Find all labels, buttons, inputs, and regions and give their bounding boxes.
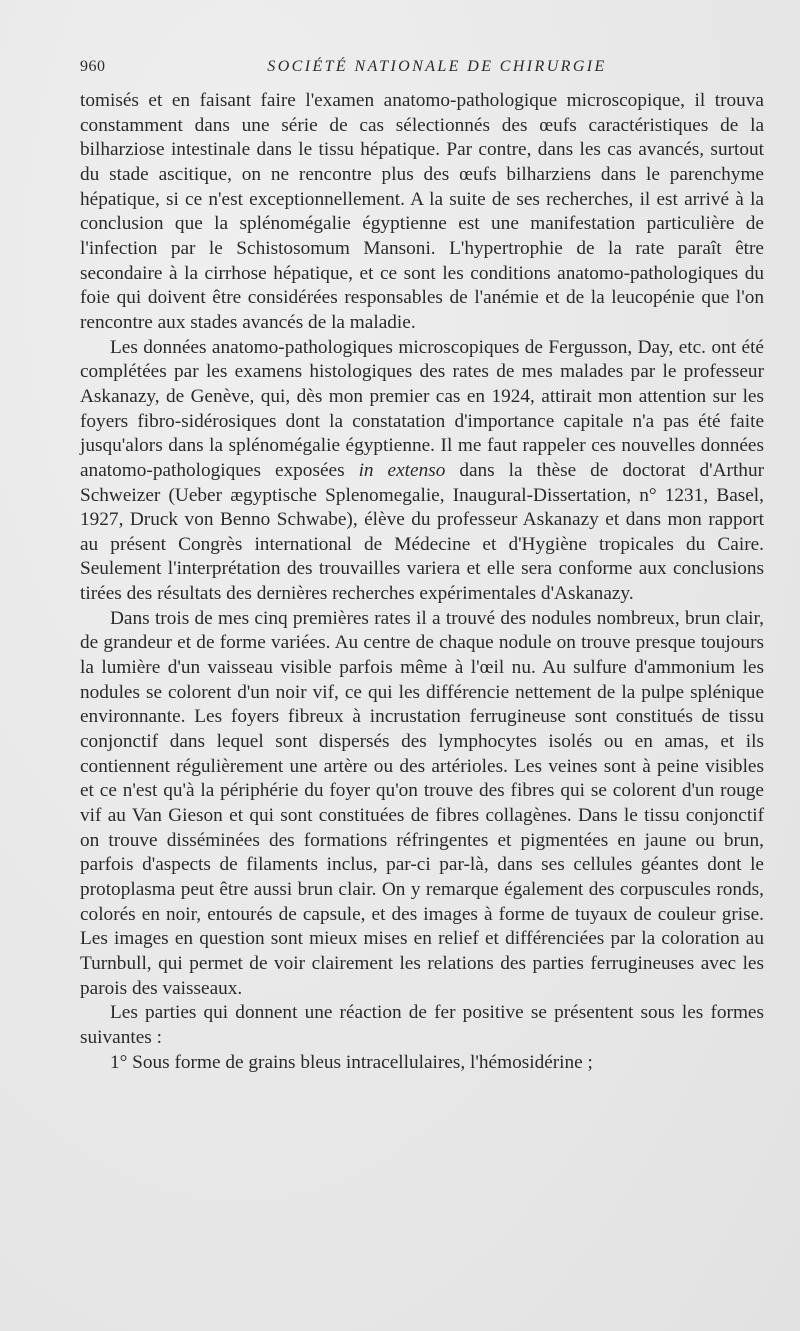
paragraph-2 (80, 336, 764, 607)
paragraph-2-italic: in extenso (358, 459, 446, 481)
paragraph-4: Les parties qui donnent une réaction de fer positive se présentent sous les formes suivantes : (80, 1002, 764, 1048)
page-number: 960 (80, 58, 106, 75)
page-header (80, 58, 764, 84)
paragraph-5: 1° Sous forme de grains bleus intracellulaires, l'hémosidérine ; (110, 1051, 593, 1073)
paragraph-1: tomisés et en faisant faire l'examen anatomo-pathologique microscopique, il trouva constamment dans une série de cas sélectionnés des œufs caractéristiques de la bilharziose intestinale dans le tissu hépatique. Par contre, dans les cas avancés, surtout du stade ascitique, on ne rencontre plus des œufs bilharziens dans le parenchyme hépatique, si ce n'est exceptionnellement. A la suite de ses recherches, il est arrivé à la conclusion que la splénomégalie égyptienne est une manifestation particulière de l'infection par le Schistosomum Mansoni. L'hypertrophie de la rate paraît être secondaire à la cirrhose hépatique, et ce sont les conditions anatomo-pathologiques du foie qui doivent être considérées responsables de l'anémie et de la leucopénie que l'on rencontre aux stades avancés de la maladie. (80, 90, 764, 333)
running-title: SOCIÉTÉ NATIONALE DE CHIRURGIE (267, 58, 607, 75)
paragraph-2-text-before: Les données anatomo-pathologiques microscopiques de Fergusson, Day, etc. ont été complétées par les examens histologiques des rates de mes malades par le professeur Askanazy, de Genève, qui, dès mon premier cas en 1924, attirait mon attention sur les foyers fibro-sidérosiques dont la constatation d'importance capitale n'a pas été faite jusqu'alors dans la splénomégalie égyptienne. Il me faut rappeler ces nouvelles données anatomo-pathologiques exposées (80, 336, 764, 481)
paragraph-2-text-after: dans la thèse de doctorat d'Arthur Schweizer (Ueber ægyptische Splenomegalie, Inaugural-Dissertation, n° 1231, Basel, 1927, Druck von Benno Schwabe), élève du professeur Askanazy et dans mon rapport au présent Congrès international de Médecine et d'Hygiène tropicales du Caire. Seulement l'interprétation des trouvailles variera et elle sera conforme aux conclusions tirées des résultats des dernières recherches expérimentales d'Askanazy. (80, 459, 765, 605)
paragraph-3: Dans trois de mes cinq premières rates il a trouvé des nodules nombreux, brun clair, de grandeur et de forme variées. Au centre de chaque nodule on trouve presque toujours la lumière d'un vaisseau visible parfois même à l'œil nu. Au sulfure d'ammonium les nodules se colorent d'un noir vif, ce qui les différencie nettement de la pulpe splénique environnante. Les foyers fibreux à incrustation ferrugineuse sont constitués de tissu conjonctif dans lequel sont dispersés des lymphocytes isolés ou en amas, et ils contiennent régulièrement une artère ou des artérioles. Les veines sont à peine visibles et ce n'est qu'à la périphérie du foyer qu'on trouve des fibres qui se colorent d'un rouge vif au Van Gieson et qui sont constituées de fibres collagènes. Dans le tissu conjonctif on trouve disséminées des formations réfringentes et pigmentées en jaune ou brun, parfois d'aspects de filaments inclus, par-ci par-là, dans ses cellules géantes dont le protoplasma peut être aussi brun clair. On y remarque également des corpuscules ronds, colorés en noir, entourés de capsule, et des images à forme de tuyaux de couleur grise. Les images en question sont mieux mises en relief et différenciées par la coloration au Turnbull, qui permet de voir clairement les relations des parties ferrugineuses avec les parois des vaisseaux. (80, 607, 764, 999)
body-text (80, 89, 764, 1075)
